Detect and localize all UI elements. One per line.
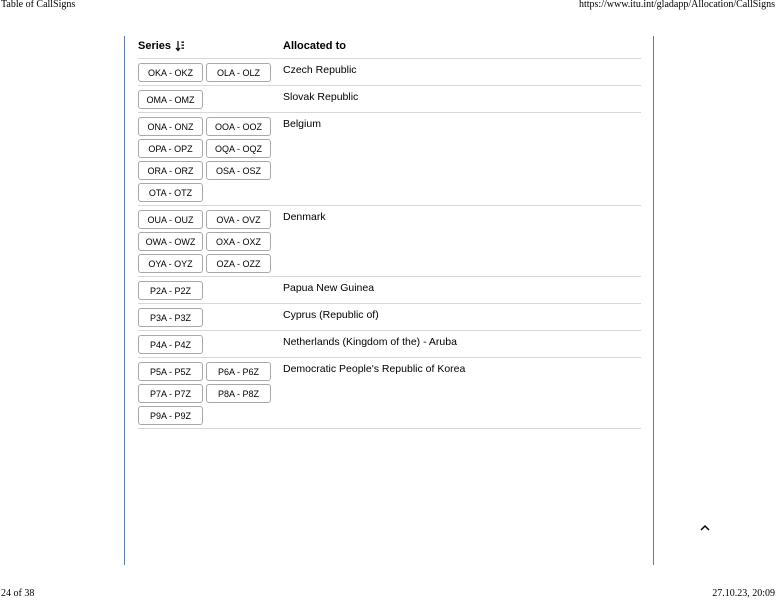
table-row xyxy=(138,277,641,304)
series-cell xyxy=(138,362,283,425)
allocated-country: Belgium xyxy=(283,118,321,130)
table-body xyxy=(138,59,641,429)
table-row xyxy=(138,86,641,113)
chevron-up-icon[interactable] xyxy=(698,520,712,534)
allocated-country: Denmark xyxy=(283,211,326,223)
series-chip[interactable]: OXA - OXZ xyxy=(206,232,271,251)
allocated-country: Democratic People's Republic of Korea xyxy=(283,363,466,375)
series-chip[interactable]: ORA - ORZ xyxy=(138,161,203,180)
allocated-country: Cyprus (Republic of) xyxy=(283,309,379,321)
print-header-title: Table of CallSigns xyxy=(1,0,76,10)
series-chip[interactable]: OWA - OWZ xyxy=(138,232,203,251)
series-chip[interactable]: OQA - OQZ xyxy=(206,139,271,158)
table-row xyxy=(138,304,641,331)
table-row xyxy=(138,358,641,429)
series-chip[interactable]: P7A - P7Z xyxy=(138,384,203,403)
series-chip[interactable]: OVA - OVZ xyxy=(206,210,271,229)
sort-descending-icon[interactable] xyxy=(175,40,185,52)
table-row xyxy=(138,113,641,206)
allocated-country: Papua New Guinea xyxy=(283,282,375,294)
series-chip[interactable]: P3A - P3Z xyxy=(138,308,203,327)
allocated-country: Slovak Republic xyxy=(283,91,359,103)
table-row xyxy=(138,59,641,86)
table-row xyxy=(138,206,641,277)
series-chip[interactable]: ONA - ONZ xyxy=(138,117,203,136)
print-header-url: https://www.itu.int/gladapp/Allocation/CallSigns xyxy=(578,0,775,10)
print-timestamp: 27.10.23, 20:09 xyxy=(712,588,775,599)
series-cell xyxy=(138,308,283,327)
series-cell xyxy=(138,117,283,202)
series-chip[interactable]: OUA - OUZ xyxy=(138,210,203,229)
page-counter: 24 of 38 xyxy=(1,588,35,599)
series-cell xyxy=(138,335,283,354)
series-cell xyxy=(138,210,283,273)
series-chip[interactable]: P6A - P6Z xyxy=(206,362,271,381)
table-header xyxy=(138,34,641,59)
series-chip[interactable]: P5A - P5Z xyxy=(138,362,203,381)
series-chip[interactable]: P2A - P2Z xyxy=(138,281,203,300)
allocated-column-header: Allocated to xyxy=(283,40,346,52)
series-chip[interactable]: P8A - P8Z xyxy=(206,384,271,403)
series-chip[interactable]: OLA - OLZ xyxy=(206,63,271,82)
series-cell xyxy=(138,90,283,109)
series-chip[interactable]: P4A - P4Z xyxy=(138,335,203,354)
series-chip[interactable]: P9A - P9Z xyxy=(138,406,203,425)
series-chip[interactable]: OSA - OSZ xyxy=(206,161,271,180)
series-chip[interactable]: OPA - OPZ xyxy=(138,139,203,158)
print-header xyxy=(0,0,776,10)
allocated-country: Czech Republic xyxy=(283,64,357,76)
series-chip[interactable]: OMA - OMZ xyxy=(138,90,203,109)
series-header-label: Series xyxy=(138,40,172,52)
series-column-header[interactable] xyxy=(138,40,283,52)
series-chip[interactable]: OYA - OYZ xyxy=(138,254,203,273)
series-chip[interactable]: OKA - OKZ xyxy=(138,63,203,82)
series-chip[interactable]: OOA - OOZ xyxy=(206,117,271,136)
series-chip[interactable]: OZA - OZZ xyxy=(206,254,271,273)
allocated-country: Netherlands (Kingdom of the) - Aruba xyxy=(283,336,457,348)
table-row xyxy=(138,331,641,358)
callsign-table xyxy=(138,34,641,429)
series-chip[interactable]: OTA - OTZ xyxy=(138,183,203,202)
series-cell xyxy=(138,63,283,82)
print-footer xyxy=(0,588,776,599)
series-cell xyxy=(138,281,283,300)
